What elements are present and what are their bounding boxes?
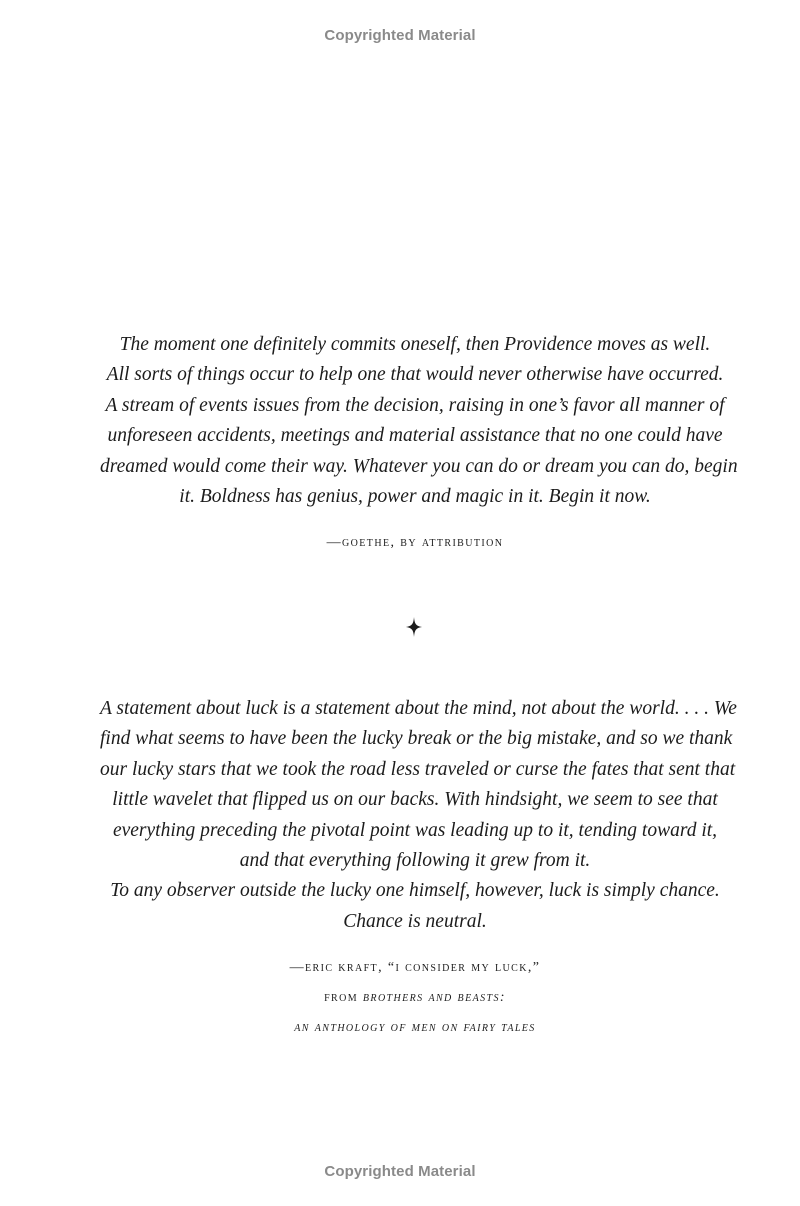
quote-line: everything preceding the pivotal point was leading up to it, tending toward it, [112, 819, 718, 841]
copyright-footer: Copyrighted Material [324, 1163, 476, 1180]
epigraph-kraft [100, 694, 737, 1043]
attribution-line: —goethe, by attribution [326, 535, 504, 551]
copyright-header: Copyrighted Material [324, 27, 476, 44]
book-title: brothers and beasts: [362, 990, 506, 1006]
quote-line: A statement about luck is a statement about the mind, not about the world. . . . We [100, 698, 737, 719]
attribution-line: —eric kraft, “i consider my luck,” [289, 960, 541, 976]
quote-line: Chance is neutral. [343, 910, 487, 932]
four-point-star-icon [400, 616, 428, 638]
attribution-goethe [100, 528, 730, 558]
quote-line: To any observer outside the lucky one himself, however, luck is simply chance. [110, 880, 720, 902]
quote-line: find what seems to have been the lucky break or the big mistake, and so we thank [100, 728, 733, 750]
attribution-line [100, 983, 730, 1013]
quote-line: our lucky stars that we took the road less traveled or curse the fates that sent that [100, 758, 736, 780]
quote-line: and that everything following it grew from it. [239, 850, 591, 872]
attribution-kraft [100, 953, 730, 1043]
quote-line: it. Boldness has genius, power and magic in it. Begin it now. [179, 486, 651, 508]
quote-line: dreamed would come their way. Whatever you can do or dream you can do, begin [100, 455, 738, 477]
quote-line: A stream of events issues from the decision, raising in one’s favor all manner of [105, 394, 725, 416]
quote-line: All sorts of things occur to help one that would never otherwise have occurred. [106, 364, 724, 386]
attribution-prefix: from [324, 990, 363, 1006]
quote-line: little wavelet that flipped us on our backs. With hindsight, we seem to see that [112, 789, 718, 811]
book-subtitle: an anthology of men on fairy tales [294, 1020, 536, 1036]
quote-line: The moment one definitely commits oneself, then Providence moves as well. [119, 334, 711, 355]
epigraph-goethe [100, 330, 738, 558]
quote-line: unforeseen accidents, meetings and material assistance that no one could have [107, 425, 723, 447]
